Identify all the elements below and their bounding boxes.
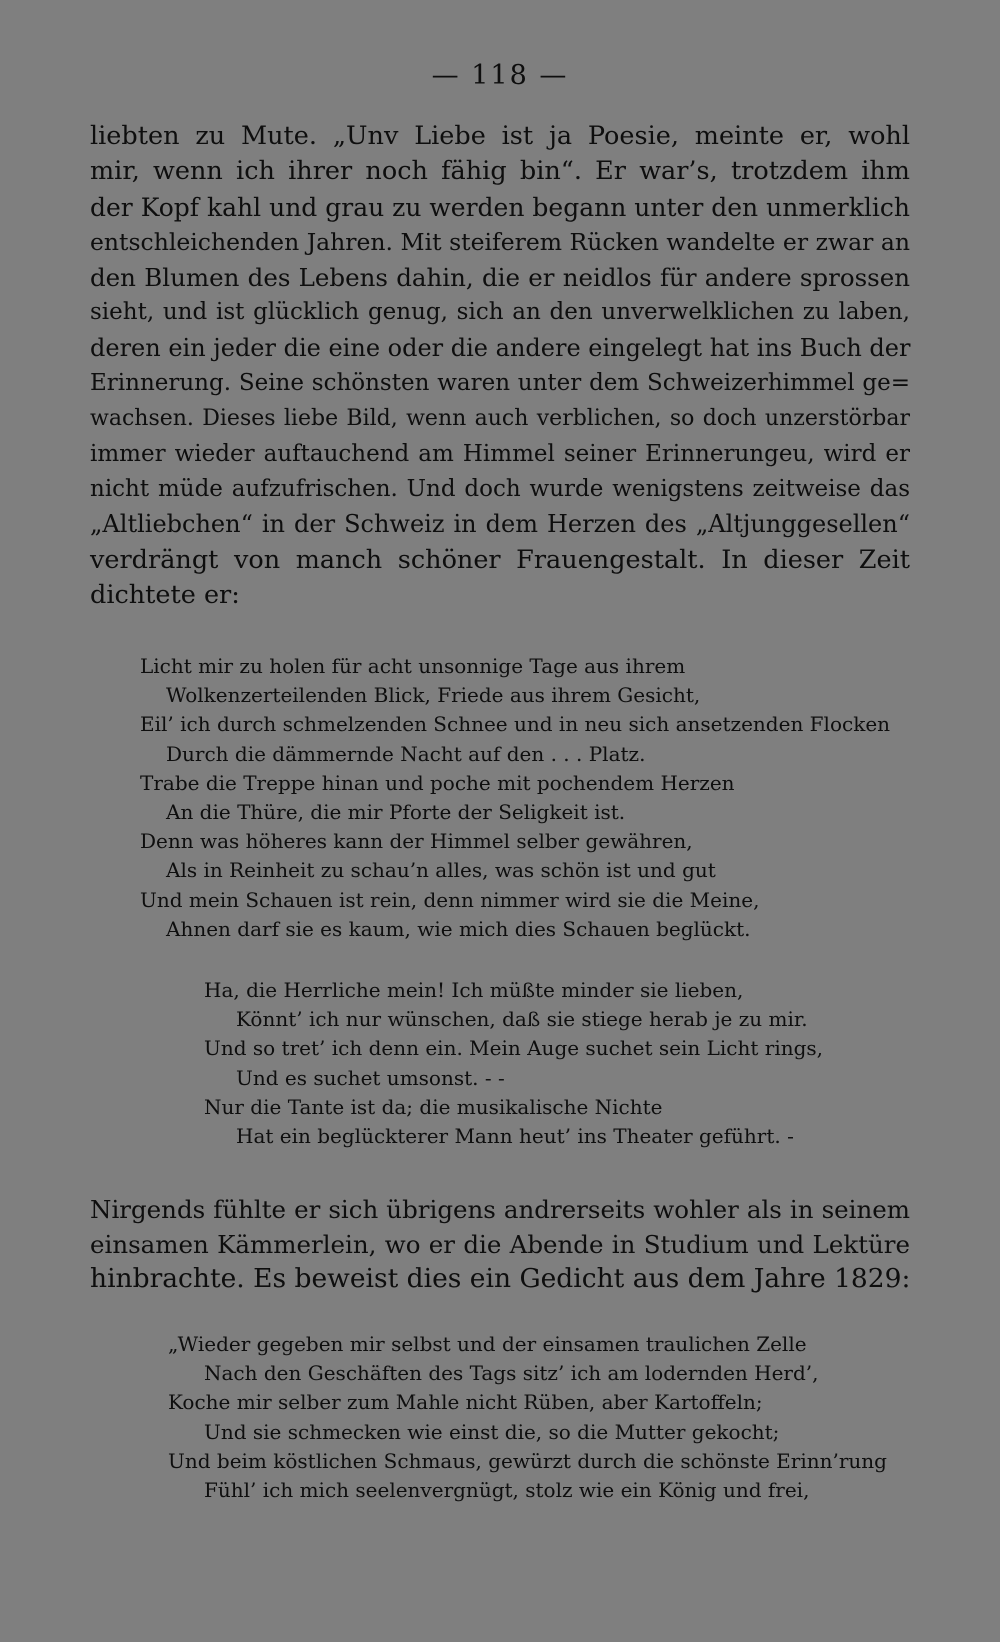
poem-line: Ahnen darf sie es kaum, wie mich dies Schauen beglückt. bbox=[166, 916, 751, 941]
text-line: deren ein jeder die eine oder die andere eingelegt hat ins Buch der bbox=[90, 333, 911, 362]
text-line: Nirgends fühlte er sich übrigens andrerseits wohler als in seinem bbox=[90, 1195, 910, 1224]
text-line: „Altliebchen“ in der Schweiz in dem Herzen des „Altjunggesellen“ bbox=[90, 510, 910, 539]
text-line: wachsen. Dieses liebe Bild, wenn auch verblichen, so doch unzerstörbar bbox=[90, 406, 910, 432]
poem-line: Und sie schmecken wie einst die, so die Mutter gekocht; bbox=[204, 1419, 780, 1444]
poem-line: Wolkenzerteilenden Blick, Friede aus ihrem Gesicht, bbox=[166, 683, 701, 708]
poem-line: Nach den Geschäften des Tags sitz’ ich am lodernden Herd’, bbox=[204, 1361, 819, 1386]
poem-stanza-1 bbox=[140, 652, 890, 944]
poem-line: Hat ein beglückterer Mann heut’ ins Theater geführt. - bbox=[236, 1123, 794, 1148]
poem-line: Denn was höheres kann der Himmel selber gewähren, bbox=[140, 829, 693, 854]
text-line: immer wieder auftauchend am Himmel seiner Erinnerungeu, wird er bbox=[90, 440, 910, 467]
poem-line: Und beim köstlichen Schmaus, gewürzt durch die schönste Erinn’rung bbox=[168, 1448, 887, 1473]
poem-line: Eil’ ich durch schmelzenden Schnee und in neu sich ansetzenden Flocken bbox=[140, 712, 891, 737]
poem-line: Und so tret’ ich denn ein. Mein Auge suchet sein Licht rings, bbox=[204, 1036, 824, 1061]
text-line: der Kopf kahl und grau zu werden begann unter den unmerklich bbox=[90, 192, 910, 222]
prose-paragraph-1 bbox=[90, 119, 910, 613]
poem-line: „Wieder gegeben mir selbst und der einsamen traulichen Zelle bbox=[168, 1332, 807, 1356]
poem-line: An die Thüre, die mir Pforte der Seligkeit ist. bbox=[166, 799, 626, 824]
prose-paragraph-2 bbox=[90, 1193, 910, 1297]
poem-line: Licht mir zu holen für acht unsonnige Tage aus ihrem bbox=[140, 654, 686, 678]
poem-line: Und mein Schauen ist rein, denn nimmer wird sie die Meine, bbox=[140, 887, 760, 912]
poem-stanza-2 bbox=[204, 976, 823, 1151]
poem-stanza-3 bbox=[168, 1330, 887, 1505]
page-number: — 118 — bbox=[431, 60, 569, 91]
poem-line: Nur die Tante ist da; die musikalische Nichte bbox=[204, 1094, 663, 1119]
poem-line: Trabe die Treppe hinan und poche mit pochendem Herzen bbox=[140, 770, 735, 795]
text-line: Erinnerung. Seine schönsten waren unter dem Schweizerhimmel ge= bbox=[90, 370, 910, 397]
text-line: dichtete er: bbox=[90, 579, 240, 610]
poem-line: Durch die dämmernde Nacht auf den . . . Platz. bbox=[166, 741, 646, 766]
text-line: sieht, und ist glücklich genug, sich an den unverwelklichen zu laben, bbox=[90, 299, 910, 326]
poem-line: Könnt’ ich nur wünschen, daß sie stiege herab je zu mir. bbox=[236, 1007, 808, 1032]
poem-line: Ha, die Herrliche mein! Ich müßte minder sie lieben, bbox=[204, 978, 744, 1002]
text-line: den Blumen des Lebens dahin, die er neidlos für andere sprossen bbox=[90, 263, 910, 293]
text-line: nicht müde aufzufrischen. Und doch wurde wenigstens zeitweise das bbox=[90, 475, 910, 502]
text-line: verdrängt von manch schöner Frauengestalt. In dieser Zeit bbox=[90, 544, 910, 575]
text-line: entschleichenden Jahren. Mit steiferem Rücken wandelte er zwar an bbox=[90, 227, 910, 256]
poem-line: Koche mir selber zum Mahle nicht Rüben, aber Kartoffeln; bbox=[168, 1390, 763, 1415]
text-line: hinbrachte. Es beweist dies ein Gedicht aus dem Jahre 1829: bbox=[90, 1263, 911, 1295]
poem-line: Fühl’ ich mich seelenvergnügt, stolz wie ein König und frei, bbox=[204, 1477, 810, 1502]
poem-line: Als in Reinheit zu schau’n alles, was schön ist und gut bbox=[166, 858, 716, 883]
text-line: einsamen Kämmerlein, wo er die Abende in Studium und Lektüre bbox=[90, 1229, 910, 1259]
text-line: mir, wenn ich ihrer noch fähig bin“. Er war’s, trotzdem ihm bbox=[90, 156, 910, 187]
poem-line: Und es suchet umsonst. - - bbox=[236, 1065, 505, 1090]
text-line: liebten zu Mute. „Unv Liebe ist ja Poesie, meinte er, wohl bbox=[90, 121, 910, 151]
